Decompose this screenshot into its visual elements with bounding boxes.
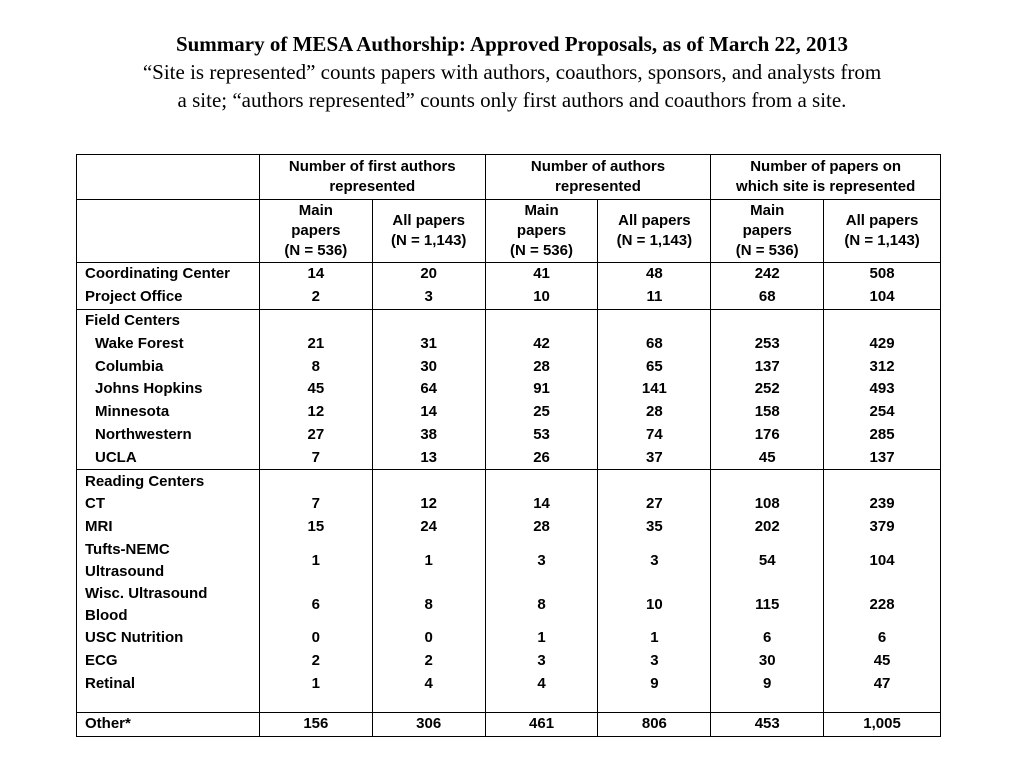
page-subtitle-line-1: “Site is represented” counts papers with authors, coauthors, sponsors, and analysts from (142, 60, 882, 84)
table-cell: 2 (372, 649, 485, 672)
table-cell: 68 (711, 286, 824, 309)
table-cell: 64 (372, 378, 485, 401)
table-cell: 453 (711, 712, 824, 736)
table-cell: 10 (598, 583, 711, 627)
row-label: Other* (77, 712, 260, 736)
table-cell: 41 (485, 263, 598, 286)
row-label: Wake Forest (77, 332, 260, 355)
section-heading-row (77, 309, 941, 332)
table-cell: 108 (711, 493, 824, 516)
table-cell: 252 (711, 378, 824, 401)
table-cell: 13 (372, 446, 485, 469)
table-cell: 27 (259, 424, 372, 447)
table-cell: 1 (259, 672, 372, 695)
table-cell: 202 (711, 516, 824, 539)
table-cell: 8 (259, 355, 372, 378)
table-cell: 14 (485, 493, 598, 516)
table-cell: 7 (259, 446, 372, 469)
table-cell: 30 (372, 355, 485, 378)
row-label: Minnesota (77, 401, 260, 424)
table-cell: 9 (711, 672, 824, 695)
header-all-papers: All papers (N = 1,143) (372, 200, 485, 263)
table-cell: 7 (259, 493, 372, 516)
table-cell: 6 (711, 627, 824, 650)
table-cell: 4 (372, 672, 485, 695)
header-corner-2 (77, 200, 260, 263)
header-row-subcolumns (77, 200, 941, 263)
authorship-summary-table (76, 154, 941, 737)
table-cell: 3 (372, 286, 485, 309)
table-cell: 1 (372, 539, 485, 583)
table-cell: 8 (485, 583, 598, 627)
table-cell: 42 (485, 332, 598, 355)
row-label: Retinal (77, 672, 260, 695)
table-cell: 2 (259, 649, 372, 672)
table-cell: 156 (259, 712, 372, 736)
row-label: CT (77, 493, 260, 516)
table-cell: 20 (372, 263, 485, 286)
row-label: Project Office (77, 286, 260, 309)
row-label: ECG (77, 649, 260, 672)
section-heading: Reading Centers (77, 470, 260, 493)
row-label: Northwestern (77, 424, 260, 447)
table-cell: 3 (485, 539, 598, 583)
table-cell: 1 (598, 627, 711, 650)
row-label: Coordinating Center (77, 263, 260, 286)
table-cell: 3 (598, 539, 711, 583)
table-cell: 461 (485, 712, 598, 736)
table-row (77, 378, 941, 401)
table-cell: 115 (711, 583, 824, 627)
table-cell: 806 (598, 712, 711, 736)
table-cell: 53 (485, 424, 598, 447)
table-cell: 27 (598, 493, 711, 516)
table-row (77, 263, 941, 286)
header-main-papers: Main papers (N = 536) (259, 200, 372, 263)
header-first-authors: Number of first authors represented (259, 155, 485, 200)
table-cell: 28 (598, 401, 711, 424)
table-cell: 1 (485, 627, 598, 650)
table-cell: 4 (485, 672, 598, 695)
table-row (77, 672, 941, 695)
table-cell: 91 (485, 378, 598, 401)
table-cell: 379 (824, 516, 941, 539)
header-corner (77, 155, 260, 200)
table-cell: 14 (259, 263, 372, 286)
table-cell: 0 (259, 627, 372, 650)
table-row (77, 627, 941, 650)
row-label: Tufts-NEMC Ultrasound (77, 539, 260, 583)
table-cell: 54 (711, 539, 824, 583)
table-cell: 25 (485, 401, 598, 424)
title-block (0, 30, 1024, 114)
table-cell: 1,005 (824, 712, 941, 736)
row-label: Wisc. Ultrasound Blood (77, 583, 260, 627)
table-cell: 45 (259, 378, 372, 401)
table-cell: 6 (824, 627, 941, 650)
table-cell: 493 (824, 378, 941, 401)
table-row (77, 446, 941, 469)
header-main-papers: Main papers (N = 536) (485, 200, 598, 263)
table-row (77, 649, 941, 672)
table-row (77, 332, 941, 355)
section-heading: Field Centers (77, 309, 260, 332)
table-cell: 11 (598, 286, 711, 309)
table-row (77, 355, 941, 378)
header-authors: Number of authors represented (485, 155, 711, 200)
table-cell: 21 (259, 332, 372, 355)
table-cell: 104 (824, 539, 941, 583)
table-row (77, 401, 941, 424)
table-row (77, 539, 941, 583)
table-cell: 306 (372, 712, 485, 736)
header-main-papers: Main papers (N = 536) (711, 200, 824, 263)
row-label: Johns Hopkins (77, 378, 260, 401)
table-cell: 508 (824, 263, 941, 286)
row-label: USC Nutrition (77, 627, 260, 650)
row-label: Columbia (77, 355, 260, 378)
table-cell: 14 (372, 401, 485, 424)
page-title: Summary of MESA Authorship: Approved Proposals, as of March 22, 2013 (175, 32, 849, 56)
table-cell: 176 (711, 424, 824, 447)
table-cell: 2 (259, 286, 372, 309)
table-row (77, 516, 941, 539)
table-cell: 35 (598, 516, 711, 539)
table-cell: 12 (372, 493, 485, 516)
table-row-other (77, 712, 941, 736)
table-cell: 1 (259, 539, 372, 583)
table-cell: 253 (711, 332, 824, 355)
table-cell: 104 (824, 286, 941, 309)
table-cell: 242 (711, 263, 824, 286)
table-cell: 12 (259, 401, 372, 424)
table-cell: 3 (598, 649, 711, 672)
table-cell: 3 (485, 649, 598, 672)
table-cell: 31 (372, 332, 485, 355)
row-label: MRI (77, 516, 260, 539)
table-cell: 65 (598, 355, 711, 378)
header-all-papers: All papers (N = 1,143) (598, 200, 711, 263)
table-cell: 137 (824, 446, 941, 469)
table-cell: 24 (372, 516, 485, 539)
table-cell: 9 (598, 672, 711, 695)
table-cell: 28 (485, 355, 598, 378)
table-cell: 30 (711, 649, 824, 672)
section-spacer (77, 695, 941, 713)
table-cell: 6 (259, 583, 372, 627)
table-cell: 74 (598, 424, 711, 447)
table-cell: 45 (711, 446, 824, 469)
table-cell: 429 (824, 332, 941, 355)
table-cell: 254 (824, 401, 941, 424)
table-cell: 28 (485, 516, 598, 539)
header-all-papers: All papers (N = 1,143) (824, 200, 941, 263)
table-cell: 10 (485, 286, 598, 309)
table-row (77, 424, 941, 447)
table-cell: 137 (711, 355, 824, 378)
header-papers-site: Number of papers on which site is represented (711, 155, 941, 200)
page-subtitle-line-2: a site; “authors represented” counts only first authors and coauthors from a site. (177, 88, 847, 112)
table-row (77, 583, 941, 627)
table-cell: 0 (372, 627, 485, 650)
header-row-groups (77, 155, 941, 200)
table-cell: 45 (824, 649, 941, 672)
table-cell: 312 (824, 355, 941, 378)
table-cell: 8 (372, 583, 485, 627)
table-cell: 141 (598, 378, 711, 401)
table-row (77, 286, 941, 309)
table-cell: 285 (824, 424, 941, 447)
table-cell: 37 (598, 446, 711, 469)
table-cell: 38 (372, 424, 485, 447)
table-cell: 15 (259, 516, 372, 539)
section-heading-row (77, 470, 941, 493)
row-label: UCLA (77, 446, 260, 469)
table-cell: 47 (824, 672, 941, 695)
table-cell: 48 (598, 263, 711, 286)
table-cell: 68 (598, 332, 711, 355)
table-cell: 239 (824, 493, 941, 516)
table-row (77, 493, 941, 516)
table-cell: 228 (824, 583, 941, 627)
table-cell: 158 (711, 401, 824, 424)
table-cell: 26 (485, 446, 598, 469)
